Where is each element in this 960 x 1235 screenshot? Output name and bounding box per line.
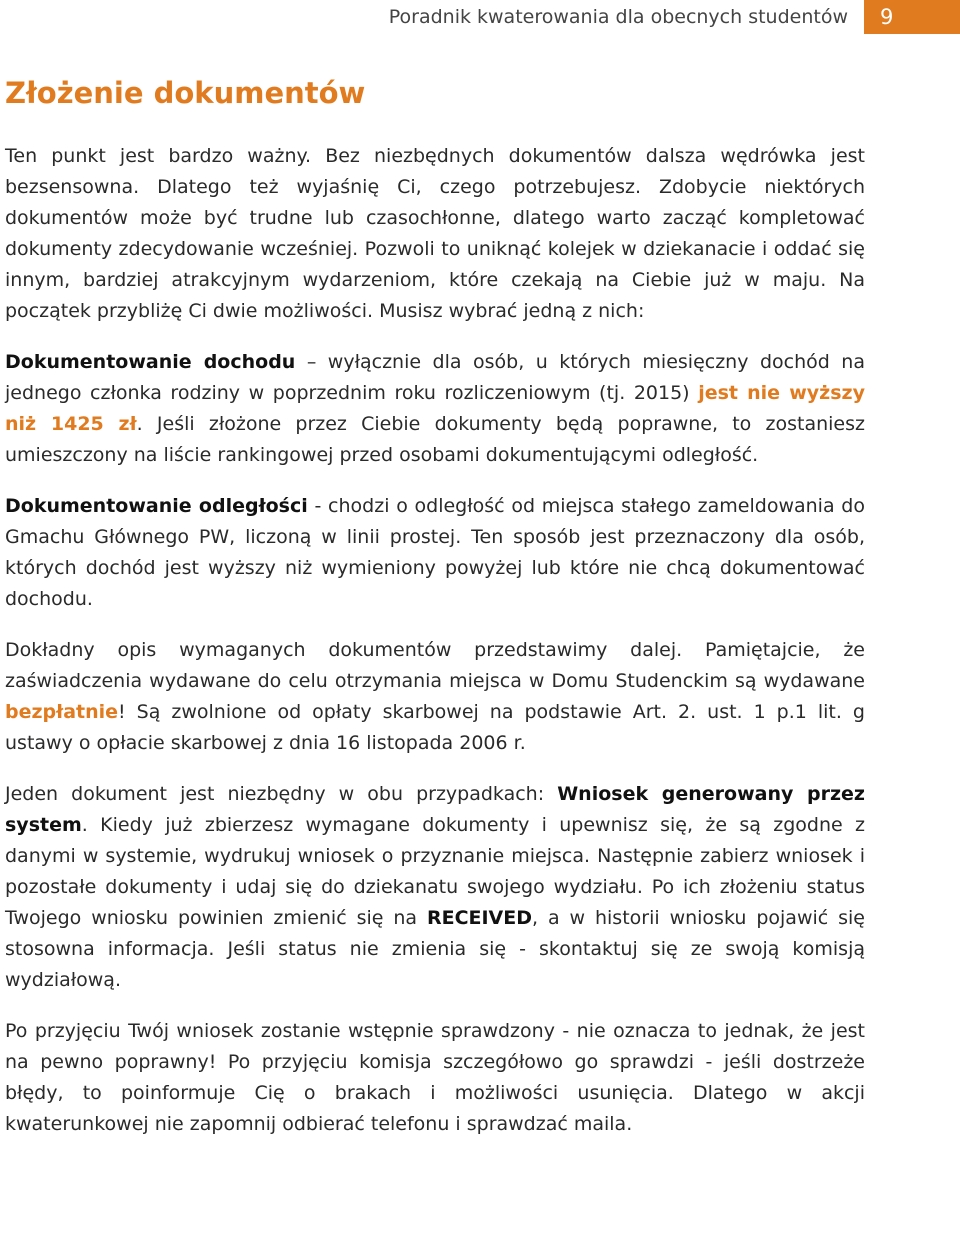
term-income: Dokumentowanie dochodu (5, 351, 296, 373)
paragraph-intro: Ten punkt jest bardzo ważny. Bez niezbędnych dokumentów dalsza wędrówka jest bezsensowna. Dlatego też wyjaśnię Ci, czego potrzebujesz. Zdobycie niektórych dokumentów może być trudne lub czasochłonne, dlatego warto zacząć kompletować dokumenty zdecydowanie wcześniej. Pozwoli to uniknąć kolejek w dziekanacie i oddać się innym, bardziej atrakcyjnym wydarzeniom, które czekają na Ciebie już w maju. Na początek przybliżę Ci dwie możliwości. Musisz wybrać jedną z nich: (5, 145, 865, 322)
income-limit-highlight: jest nie wyższy niż 1425 zł (5, 382, 865, 435)
page-number-badge: 9 (864, 0, 960, 34)
free-text-2: ! Są zwolnione od opłaty skarbowej na podstawie Art. 2. ust. 1 p.1 lit. g ustawy o opłacie skarbowej z dnia 16 listopada 2006 r. (5, 701, 865, 754)
document-body (5, 141, 865, 1160)
application-bold-1: Wniosek generowany przez system (5, 783, 865, 836)
page-header (389, 0, 960, 34)
application-text-3: , a w historii wniosku pojawić się stosowna informacja. Jeśli status nie zmienia się - skontaktuj się ze swoją komisją wydziałową. (5, 907, 865, 991)
section-heading: Złożenie dokumentów (5, 76, 366, 110)
term-distance: Dokumentowanie odległości (5, 495, 308, 517)
header-title: Poradnik kwaterowania dla obecnych studentów (388, 6, 848, 28)
paragraph-income (5, 347, 865, 471)
paragraph-documents-free (5, 635, 865, 759)
application-text-1: Jeden dokument jest niezbędny w obu przypadkach: (5, 783, 558, 805)
free-text-1: Dokładny opis wymaganych dokumentów przedstawimy dalej. Pamiętajcie, że zaświadczenia wydawane do celu otrzymania miejsca w Domu Studenckim są wydawane (5, 639, 865, 692)
paragraph-distance (5, 491, 865, 615)
income-text-1: – wyłącznie dla osób, u których miesięczny dochód na jednego członka rodziny w poprzednim roku rozliczeniowym (tj. 2015) (5, 351, 865, 404)
paragraph-verification: Po przyjęciu Twój wniosek zostanie wstępnie sprawdzony - nie oznacza to jednak, że jest na pewno poprawny! Po przyjęciu komisja szczegółowo go sprawdzi - jeśli dostrzeże błędy, to poinformuje Cię o brakach i możliwości usunięcia. Dlatego w akcji kwaterunkowej nie zapomnij odbierać telefonu i sprawdzać maila. (5, 1020, 865, 1135)
distance-text: - chodzi o odległość od miejsca stałego zameldowania do Gmachu Głównego PW, liczoną w linii prostej. Ten sposób jest przeznaczony dla osób, których dochód jest wyższy niż wymieniony powyżej lub które nie chcą dokumentować dochodu. (5, 495, 865, 610)
income-text-2: . Jeśli złożone przez Ciebie dokumenty będą poprawne, to zostaniesz umieszczony na liście rankingowej przed osobami dokumentującymi odległość. (5, 413, 865, 466)
free-highlight: bezpłatnie (5, 701, 119, 723)
status-received: RECEIVED (426, 907, 533, 929)
application-text-2: . Kiedy już zbierzesz wymagane dokumenty i upewnisz się, że są zgodne z danymi w systemie, wydrukuj wniosek o przyznanie miejsca. Następnie zabierz wniosek i pozostałe dokumenty i udaj się do dziekanatu swojego wydziału. Po ich złożeniu status Twojego wniosku powinien zmienić się na (5, 814, 865, 929)
paragraph-application (5, 779, 865, 996)
